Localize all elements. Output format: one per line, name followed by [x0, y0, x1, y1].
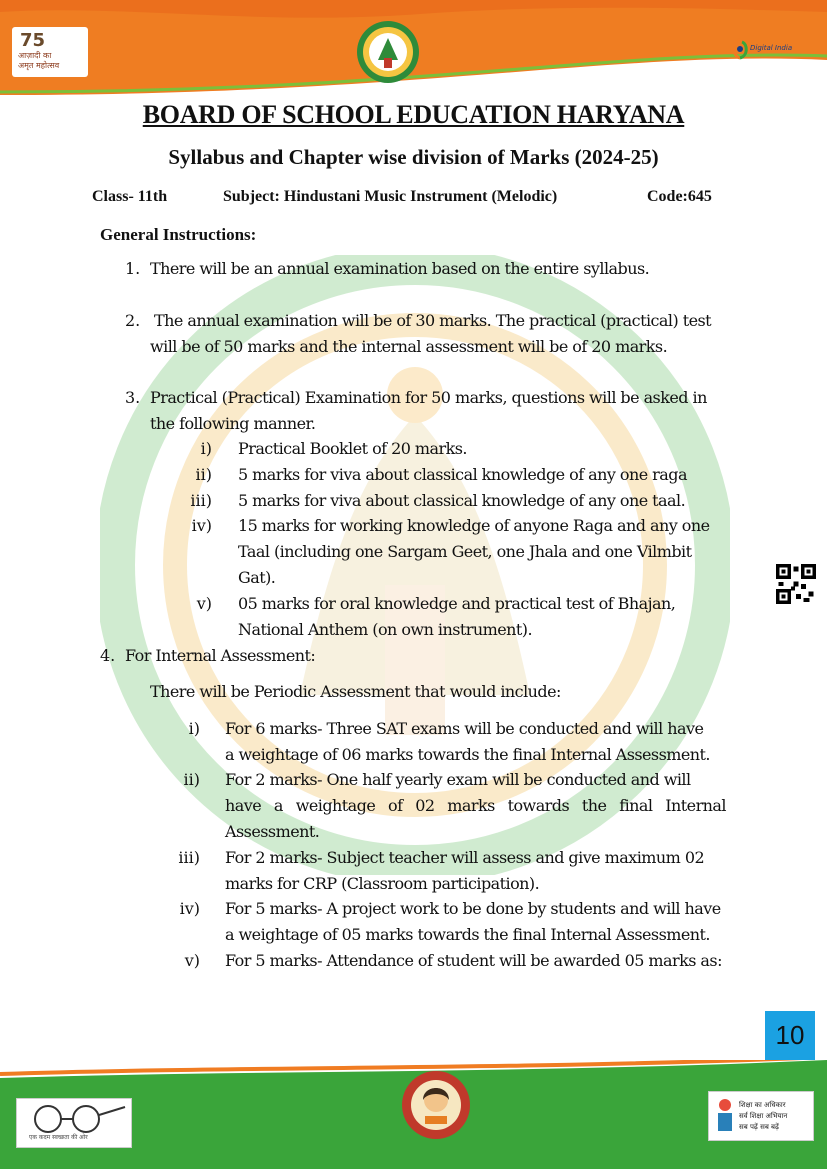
swachh-bharat-logo	[16, 1098, 132, 1148]
item-3-sub-5-number: v)	[196, 594, 212, 613]
item-3-sub-1-line-1: Practical Booklet of 20 marks.	[238, 439, 467, 458]
swachh-bharat-caption: एक कदम स्वच्छता की ओर	[29, 1134, 88, 1141]
item-4-sub-2-line-1: For 2 marks- One half yearly exam will be conducted and will	[225, 770, 691, 789]
item-3-sub-3-line-1: 5 marks for viva about classical knowledge of any one taal.	[238, 491, 686, 510]
azadi-ka-amrit-mahotsav-logo	[12, 27, 88, 77]
item-4-sub-5-number: v)	[184, 951, 200, 970]
qr-code-icon[interactable]	[776, 564, 816, 604]
item-4-sub-4-number: iv)	[179, 899, 200, 918]
digital-india-swirl-icon	[730, 38, 750, 60]
item-3-sub-5-line-2: National Anthem (on own instrument).	[238, 620, 532, 639]
shiksha-ka-adhikar-caption: शिक्षा का अधिकार सर्व शिक्षा अभियान सब पढ़ें सब बढ़ें	[739, 1101, 788, 1131]
azadi-logo-number: 75	[20, 30, 46, 51]
item-4-number: 4.	[100, 646, 116, 665]
item-4-sub-2-line-2: have a weightage of 02 marks towards the final Internal	[225, 796, 726, 815]
class-label: Class- 11th	[92, 188, 168, 205]
general-instructions-heading: General Instructions:	[100, 225, 257, 244]
item-3-line-2: the following manner.	[150, 414, 316, 433]
item-3-sub-4-line-2: Taal (including one Sargam Geet, one Jhala and one Vilmbit	[238, 542, 692, 561]
page-subtitle: Syllabus and Chapter wise division of Marks (2024-25)	[168, 145, 659, 169]
item-4-sub-4-line-1: For 5 marks- A project work to be done by students and will have	[225, 899, 721, 918]
item-2-line-1: The annual examination will be of 30 marks. The practical (practical) test	[154, 311, 712, 330]
item-4-sub-4-line-2: a weightage of 05 marks towards the final Internal Assessment.	[225, 925, 710, 944]
azadi-logo-caption: आज़ादी का अमृत महोत्सव	[18, 51, 60, 70]
swachh-bharat-spectacles-icon	[20, 1101, 130, 1135]
item-3-sub-4-line-3: Gat).	[238, 568, 276, 587]
subject-label: Subject: Hindustani Music Instrument (Melodic)	[223, 188, 558, 205]
item-3-sub-5-line-1: 05 marks for oral knowledge and practical test of Bhajan,	[238, 594, 676, 613]
item-3-sub-1-number: i)	[200, 439, 212, 458]
item-3-number: 3.	[125, 388, 141, 407]
item-3-sub-4-line-1: 15 marks for working knowledge of anyone Raga and any one	[238, 516, 710, 535]
item-4-sub-1-line-2: a weightage of 06 marks towards the final Internal Assessment.	[225, 745, 710, 764]
item-1-line-1: There will be an annual examination based on the entire syllabus.	[150, 259, 650, 278]
item-2-number: 2.	[125, 311, 141, 330]
item-4-sub-3-line-1: For 2 marks- Subject teacher will assess and give maximum 02	[225, 848, 705, 867]
item-1-number: 1.	[125, 259, 141, 278]
digital-india-logo	[730, 36, 800, 66]
item-4-line-1: For Internal Assessment:	[125, 646, 316, 665]
item-4-sub-2-line-3: Assessment.	[225, 822, 320, 841]
item-3-sub-2-number: ii)	[195, 465, 212, 484]
code-label: Code:645	[647, 188, 712, 205]
beti-bachao-beti-padhao-logo	[401, 1070, 471, 1140]
item-3-sub-4-number: iv)	[191, 516, 212, 535]
item-4-sub-3-line-2: marks for CRP (Classroom participation).	[225, 874, 540, 893]
item-4-sub-3-number: iii)	[178, 848, 200, 867]
item-3-sub-2-line-1: 5 marks for viva about classical knowledge of any one raga	[238, 465, 687, 484]
bseh-emblem-logo	[356, 20, 420, 84]
item-4-sub-1-number: i)	[188, 719, 200, 738]
item-4-sub-5-line-1: For 5 marks- Attendance of student will be awarded 05 marks as:	[225, 951, 722, 970]
header-band	[0, 0, 827, 100]
item-3-line-1: Practical (Practical) Examination for 50 marks, questions will be asked in	[150, 388, 707, 407]
page-number: 10	[765, 1011, 815, 1060]
page-title: BOARD OF SCHOOL EDUCATION HARYANA	[142, 100, 685, 129]
item-4-sub-2-number: ii)	[183, 770, 200, 789]
item-2-line-2: will be of 50 marks and the internal assessment will be of 20 marks.	[150, 337, 668, 356]
item-3-sub-3-number: iii)	[190, 491, 212, 510]
child-reading-icon	[712, 1097, 738, 1137]
shiksha-ka-adhikar-logo	[708, 1091, 814, 1141]
item-4-intro: There will be Periodic Assessment that would include:	[150, 682, 561, 701]
digital-india-label: Digital India	[750, 44, 793, 52]
item-4-sub-1-line-1: For 6 marks- Three SAT exams will be conducted and will have	[225, 719, 704, 738]
